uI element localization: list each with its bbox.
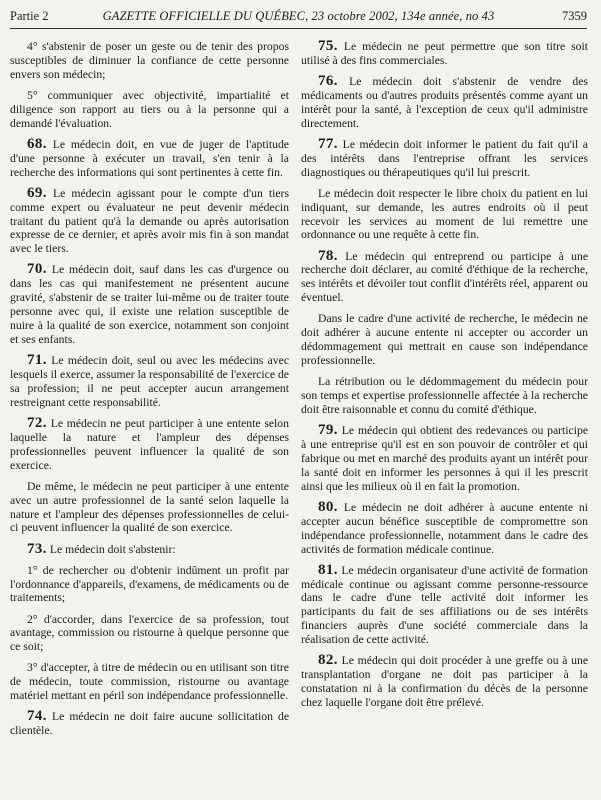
paragraph: De même, le médecin ne peut participer à une entente avec un autre professionnel de la santé selon laquelle la nature et l'ampleur des dépenses professionnelles de celui-ci peuvent influencer la qualité de son exercice. <box>10 479 289 535</box>
article-69: 69. Le médecin agissant pour le compte d'un tiers comme expert ou évaluateur ne peut devenir médecin traitant du patient qu'à la demande ou après autorisation expresse de ce dernier, et après avoir mis fin à son mandat avec le tiers. <box>10 184 289 256</box>
article-76: 76. Le médecin doit s'abstenir de vendre des médicaments ou d'autres produits présentés comme ayant un intérêt pour la santé, à l'exception de ceux qu'il administre directement. <box>301 73 588 130</box>
article-82: 82. Le médecin qui doit procéder à une greffe ou à une transplantation d'organe ne doit pas participer à la constatation ni à la confirmation du décès de la personne chez laquelle l'organe doit être prélevé. <box>301 652 589 709</box>
article-75: 75. Le médecin ne peut permettre que son titre soit utilisé à des fins commerciales. <box>301 38 588 67</box>
right-column <box>301 40 588 717</box>
paragraph: Dans le cadre d'une activité de recherche, le médecin ne doit adhérer à aucune entente ni accepter ou accorder un dédommagement qui mettrait en cause son indépendance professionnelle. <box>301 312 588 368</box>
article-74: 74. Le médecin ne doit faire aucune sollicitation de clientèle. <box>10 708 290 738</box>
article-80: 80. Le médecin ne doit adhérer à aucune entente ni accepter aucun bénéfice susceptible de compromettre son indépendance professionnelle, notamment dans le cadre des activités de formation médicale continue. <box>301 498 589 556</box>
page-header <box>10 6 587 29</box>
article-72: 72. Le médecin ne peut participer à une entente selon laquelle la nature et l'ampleur des dépenses professionnelles peuvent influencer la qualité de son exercice. <box>10 414 289 472</box>
article-70: 70. Le médecin doit, sauf dans les cas d'urgence ou dans les cas qui manifestement ne présentent aucune gravité, s'abstenir de se traiter lui-même ou de traiter toute personne avec qui, il existe une relation susceptible de nuire à la qualité de son exercice, notamment son conjoint et ses enfants. <box>10 261 290 346</box>
article-71: 71. Le médecin doit, seul ou avec les médecins avec lesquels il exerce, assumer la responsabilité de l'exercice de sa profession; il ne peut accepter aucun arrangement restreignant cette responsabilité. <box>10 352 290 409</box>
paragraph: Le médecin doit respecter le libre choix du patient en lui indiquant, sur demande, les autres endroits où il peut recevoir les services au moment de lui remettre une ordonnance ou une requête à cette fin. <box>301 186 588 242</box>
part-label: Partie 2 <box>10 9 49 23</box>
article-68: 68. Le médecin doit, en vue de juger de l'aptitude d'une personne à exécuter un travail, s'en tenir à la recherche des informations qui sont pertinentes à cette fin. <box>10 135 289 179</box>
article-78: 78. Le médecin qui entreprend ou participe à une recherche doit déclarer, au comité d'éthique de la recherche, ses intérêts et dévoiler tout conflit d'intérêts réel, apparent ou éventuel. <box>301 247 589 305</box>
article-73: 73. Le médecin doit s'abstenir: <box>27 540 176 557</box>
paragraph: La rétribution ou le dédommagement du médecin pour son temps et expertise professionnelle affectée à la recherche doit être raisonnable et connu du comité d'éthique. <box>301 375 588 416</box>
article-77: 77. Le médecin doit informer le patient du fait qu'il a des intérêts dans l'entreprise offrant les services diagnostiques ou thérapeutiques qu'il lui prescrit. <box>301 135 588 179</box>
left-column <box>10 40 289 745</box>
article-81: 81. Le médecin organisateur d'une activité de formation médicale continue ou agissant comme personne-ressource dans le cadre d'une telle activité doit informer les participants du fait de ses affiliations ou de ses intérêts financiers auprès d'une société commerciale dans la réalisation de cette activité. <box>301 561 589 647</box>
page-number: 7359 <box>562 9 587 23</box>
article-79: 79. Le médecin qui obtient des redevances ou participe à une entreprise qu'il est en son pouvoir de contrôler et qui fabrique ou met en marché des produits ayant un intérêt pour la santé doit en informer les personnes à qui il les prescrit ainsi que les milieux où il en fait la promotion. <box>301 422 589 493</box>
paragraph: 2° d'accorder, dans l'exercice de sa profession, tout avantage, commission ou ristourne à quelque personne que ce soit; <box>10 612 289 654</box>
paragraph: 5° communiquer avec objectivité, impartialité et diligence son rapport au tiers ou à la personne qui a demandé l'évaluation. <box>10 88 289 130</box>
gazette-title: GAZETTE OFFICIELLE DU QUÉBEC, 23 octobre 2002, 134e année, no 43 <box>102 9 495 23</box>
paragraph: 1° de rechercher ou d'obtenir indûment un profit par l'ordonnance d'appareils, d'examens, de médicaments ou de traitements; <box>10 563 289 605</box>
paragraph: 3° d'accepter, à titre de médecin ou en utilisant son titre de médecin, toute commission, ristourne ou avantage matériel mettant en péril son indépendance professionnelle. <box>10 661 289 703</box>
paragraph: 4° s'abstenir de poser un geste ou de tenir des propos susceptibles de diminuer la confiance de cette personne envers son médecin; <box>10 40 289 81</box>
